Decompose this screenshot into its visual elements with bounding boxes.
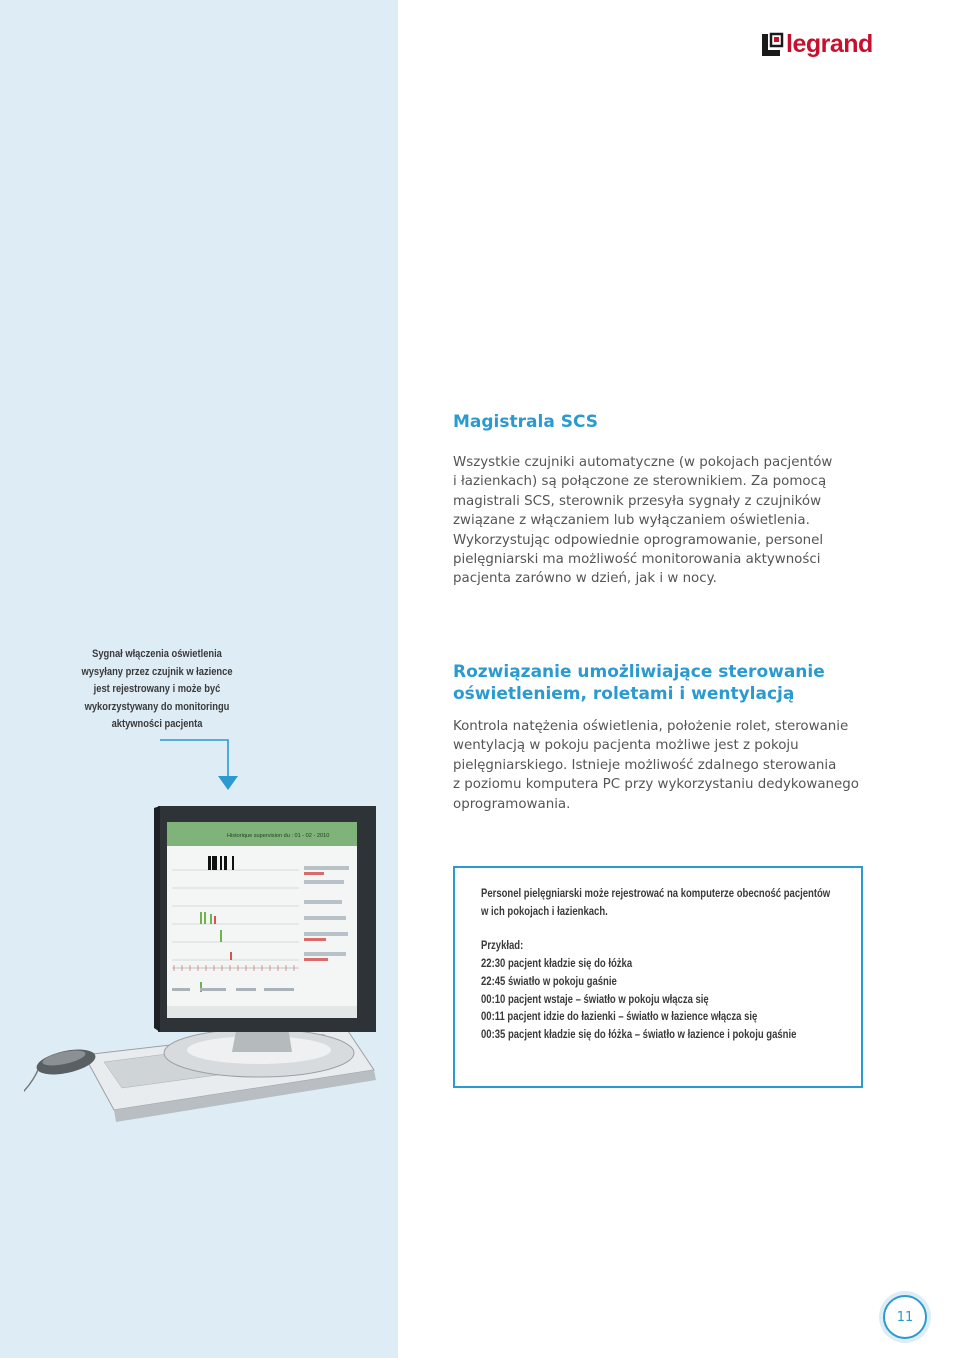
paragraph-line: Kontrola natężenia oświetlenia, położenie rolet, sterowanie: [453, 719, 849, 734]
legrand-logo-icon: [762, 32, 784, 58]
example-item: 00:11 pacjent idzie do łazienki – światło w łazience włącza się: [481, 1009, 758, 1024]
callout-line: wykorzystywany do monitoringu: [84, 700, 230, 713]
info-line: w ich pokojach i łazienkach.: [481, 903, 608, 918]
paragraph-line: pacjenta zarówno w dzień, jak i w nocy.: [453, 571, 717, 587]
paragraph-line: Wykorzystując odpowiednie oprogramowanie, personel: [453, 532, 824, 548]
info-box-text: [481, 885, 840, 1044]
section-scs-paragraph: [453, 453, 869, 589]
paragraph-line: oprogramowania.: [453, 796, 571, 812]
computer-illustration: [24, 770, 386, 1160]
paragraph-line: Wszystkie czujniki automatyczne (w pokojach pacjentów: [453, 455, 833, 470]
example-item: 22:30 pacjent kładzie się do łóżka: [481, 956, 633, 971]
callout-line: wysyłany przez czujnik w łazience: [81, 665, 233, 678]
info-box: [453, 866, 863, 1088]
paragraph-line: i łazienkach) są połączone ze sterownikiem. Za pomocą: [453, 474, 827, 490]
paragraph-line: magistrali SCS, sterownik przesyła sygnały z czujników: [453, 493, 822, 509]
callout-line: aktywności pacjenta: [111, 718, 203, 731]
callout-line: jest rejestrowany i może być: [93, 683, 221, 696]
paragraph-line: z poziomu komputera PC przy wykorzystaniu dedykowanego: [453, 777, 859, 793]
page-number: 11: [883, 1295, 927, 1339]
section-title-control: [453, 661, 825, 705]
callout-connector: [0, 0, 260, 800]
example-item: 00:35 pacjent kładzie się do łóżka – światło w łazience i pokoju gaśnie: [481, 1026, 797, 1041]
section-control-paragraph: [453, 717, 869, 814]
legrand-logo: [762, 32, 874, 62]
example-label: Przykład:: [481, 938, 524, 953]
spacer: [481, 920, 840, 937]
info-line: Personel pielęgniarski może rejestrować na komputerze obecność pacjentów: [481, 886, 831, 900]
title-line: oświetleniem, roletami i wentylacją: [453, 684, 795, 704]
example-item: 00:10 pacjent wstaje – światło w pokoju włącza się: [481, 991, 709, 1006]
paragraph-line: pielęgniarski ma możliwość monitorowania aktywności: [453, 552, 821, 568]
screen-header: Historique supervision du : 01 - 02 - 2010: [227, 833, 330, 839]
paragraph-line: związane z włączaniem lub wyłączaniem oświetlenia.: [453, 513, 810, 529]
paragraph-line: pielęgniarskiego. Istnieje możliwość zdalnego sterowania: [453, 757, 837, 773]
legrand-logo-text: legrand: [786, 30, 873, 58]
callout-line: Sygnał włączenia oświetlenia: [92, 648, 222, 660]
paragraph-line: wentylacją w pokoju pacjenta możliwe jest z pokoju: [453, 738, 799, 754]
section-title-scs: Magistrala SCS: [453, 412, 598, 432]
title-line: Rozwiązanie umożliwiające sterowanie: [453, 662, 825, 682]
example-item: 22:45 światło w pokoju gaśnie: [481, 973, 617, 988]
